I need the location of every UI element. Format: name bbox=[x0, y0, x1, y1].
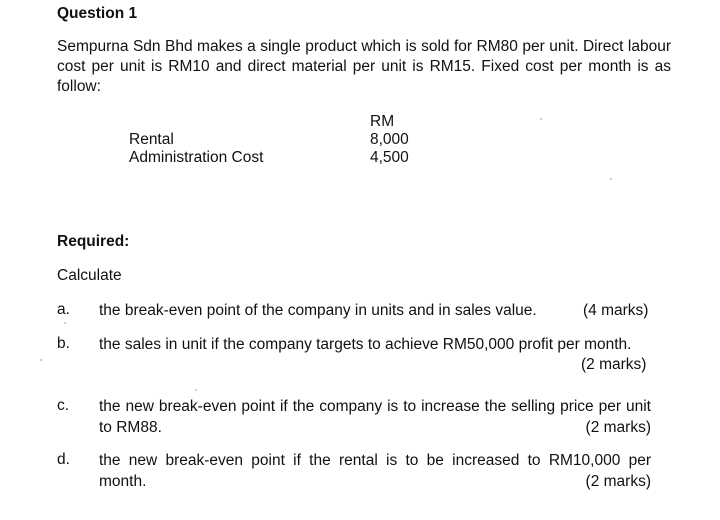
scan-speck bbox=[64, 322, 66, 324]
cost-row-label: Rental bbox=[129, 131, 174, 148]
currency-header: RM bbox=[370, 113, 395, 130]
item-text: to RM88. bbox=[99, 419, 162, 436]
item-text: the new break-even point if the company is to increase the selling price per unit bbox=[99, 398, 651, 415]
item-letter: d. bbox=[57, 451, 70, 468]
item-marks: (2 marks) bbox=[585, 419, 651, 436]
item-text: the new break-even point if the rental is to be increased to RM10,000 per bbox=[99, 452, 651, 469]
required-heading: Required: bbox=[57, 233, 130, 250]
scan-speck bbox=[540, 118, 542, 120]
cost-row-value: 8,000 bbox=[370, 131, 409, 148]
scan-speck bbox=[40, 359, 42, 361]
item-marks: (4 marks) bbox=[583, 302, 649, 319]
question-title: Question 1 bbox=[57, 5, 138, 22]
item-marks: (2 marks) bbox=[581, 356, 647, 373]
item-letter: a. bbox=[57, 301, 70, 318]
item-text: month. bbox=[99, 473, 147, 490]
scan-speck bbox=[610, 178, 612, 180]
item-text: the break-even point of the company in units and in sales value. bbox=[99, 302, 537, 319]
question-intro: Sempurna Sdn Bhd makes a single product which is sold for RM80 per unit. Direct labour cost per unit is RM10 and direct material per unit is RM15. Fixed cost per month is as follow: bbox=[57, 38, 671, 95]
required-instruction: Calculate bbox=[57, 267, 122, 284]
item-text: the sales in unit if the company targets to achieve RM50,000 profit per month. bbox=[99, 336, 632, 353]
cost-row-value: 4,500 bbox=[370, 149, 409, 166]
item-marks: (2 marks) bbox=[585, 473, 651, 490]
cost-row-label: Administration Cost bbox=[129, 149, 264, 166]
scan-speck bbox=[195, 389, 197, 391]
item-letter: c. bbox=[57, 397, 70, 414]
item-letter: b. bbox=[57, 335, 70, 352]
